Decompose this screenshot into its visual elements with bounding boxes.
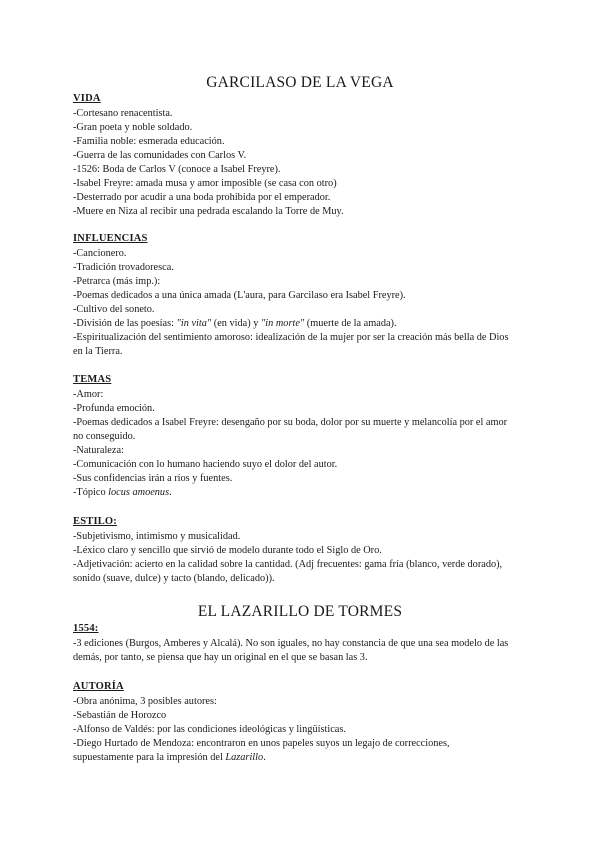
vida-line: -Desterrado por acudir a una boda prohibida por el emperador. xyxy=(73,192,331,203)
temas-topico-line xyxy=(73,486,533,500)
influencias-line: -Cancionero. xyxy=(73,248,127,259)
estilo-line: -Adjetivación: acierto en la calidad sobre la cantidad. (Adj frecuentes: gama fría (blanco, verde dorado), xyxy=(73,559,503,570)
vida-line: -Isabel Freyre: amada musa y amor imposible (se casa con otro) xyxy=(73,178,337,189)
temas-line: no conseguido. xyxy=(73,431,136,442)
estilo-line: -Léxico claro y sencillo que sirvió de modelo durante todo el Siglo de Oro. xyxy=(73,545,382,556)
division-in-vita: "in vita" xyxy=(176,318,212,329)
topico-post: . xyxy=(169,487,172,498)
autoria-lazarillo: Lazarillo xyxy=(225,752,264,763)
vida-line: -Cortesano renacentista. xyxy=(73,108,173,119)
temas-line: -Profunda emoción. xyxy=(73,403,155,414)
heading-estilo: ESTILO: xyxy=(73,516,117,527)
topico-locus-amoenus: locus amoenus xyxy=(108,487,170,498)
autoria-last-post: . xyxy=(263,752,266,763)
vida-line: -Familia noble: esmerada educación. xyxy=(73,136,225,147)
heading-temas: TEMAS xyxy=(73,374,112,385)
heading-1554: 1554: xyxy=(73,623,99,634)
influencias-line: -Cultivo del soneto. xyxy=(73,304,155,315)
heading-vida: VIDA xyxy=(73,93,101,104)
temas-line: -Comunicación con lo humano haciendo suyo el dolor del autor. xyxy=(73,459,338,470)
temas-line: -Amor: xyxy=(73,389,104,400)
topico-pre: -Tópico xyxy=(73,487,109,498)
division-mid: (en vida) y xyxy=(211,318,261,329)
vida-line: -Muere en Niza al recibir una pedrada escalando la Torre de Muy. xyxy=(73,206,344,217)
influencias-line: -Tradición trovadoresca. xyxy=(73,262,174,273)
vida-line: -1526: Boda de Carlos V (conoce a Isabel Freyre). xyxy=(73,164,281,175)
influencias-line: -Espiritualización del sentimiento amoroso: idealización de la mujer por ser la creación más bella de Dios xyxy=(73,332,509,343)
estilo-line: sonido (suave, dulce) y tacto (blando, delicado)). xyxy=(73,573,275,584)
division-pre: -División de las poesías: xyxy=(73,318,177,329)
autoria-line: -Diego Hurtado de Mendoza: encontraron en unos papeles suyos un legajo de correcciones, xyxy=(73,738,450,749)
temas-line: -Sus confidencias irán a ríos y fuentes. xyxy=(73,473,233,484)
heading-autoria: AUTORÍA xyxy=(73,681,124,692)
vida-line: -Guerra de las comunidades con Carlos V. xyxy=(73,150,247,161)
influencias-line: -Petrarca (más imp.): xyxy=(73,276,161,287)
year-line: -3 ediciones (Burgos, Amberes y Alcalá). No son iguales, no hay constancia de que una sea modelo de las xyxy=(73,638,509,649)
influencias-division-line xyxy=(73,317,533,331)
vida-line: -Gran poeta y noble soldado. xyxy=(73,122,193,133)
section-title-garcilaso: GARCILASO DE LA VEGA xyxy=(206,74,394,91)
influencias-line: -Poemas dedicados a una única amada (L'aura, para Garcilaso era Isabel Freyre). xyxy=(73,290,406,301)
heading-influencias: INFLUENCIAS xyxy=(73,233,148,244)
division-post: (muerte de la amada). xyxy=(304,318,397,329)
temas-line: -Naturaleza: xyxy=(73,445,124,456)
section-title-lazarillo: EL LAZARILLO DE TORMES xyxy=(197,603,403,620)
autoria-last-pre: supuestamente para la impresión del xyxy=(73,752,226,763)
division-in-morte: "in morte" xyxy=(260,318,305,329)
autoria-last-line xyxy=(73,751,533,765)
autoria-line: -Sebastián de Horozco xyxy=(73,710,167,721)
year-line: demás, por tanto, se piensa que hay un original en el que se basan las 3. xyxy=(73,652,368,663)
autoria-line: -Alfonso de Valdés: por las condiciones ideológicas y lingüísticas. xyxy=(73,724,346,735)
influencias-line: en la Tierra. xyxy=(73,346,123,357)
temas-line: -Poemas dedicados a Isabel Freyre: desengaño por su boda, dolor por su muerte y melancolía por el amor xyxy=(73,417,508,428)
autoria-line: -Obra anónima, 3 posibles autores: xyxy=(73,696,217,707)
estilo-line: -Subjetivismo, intimismo y musicalidad. xyxy=(73,531,241,542)
